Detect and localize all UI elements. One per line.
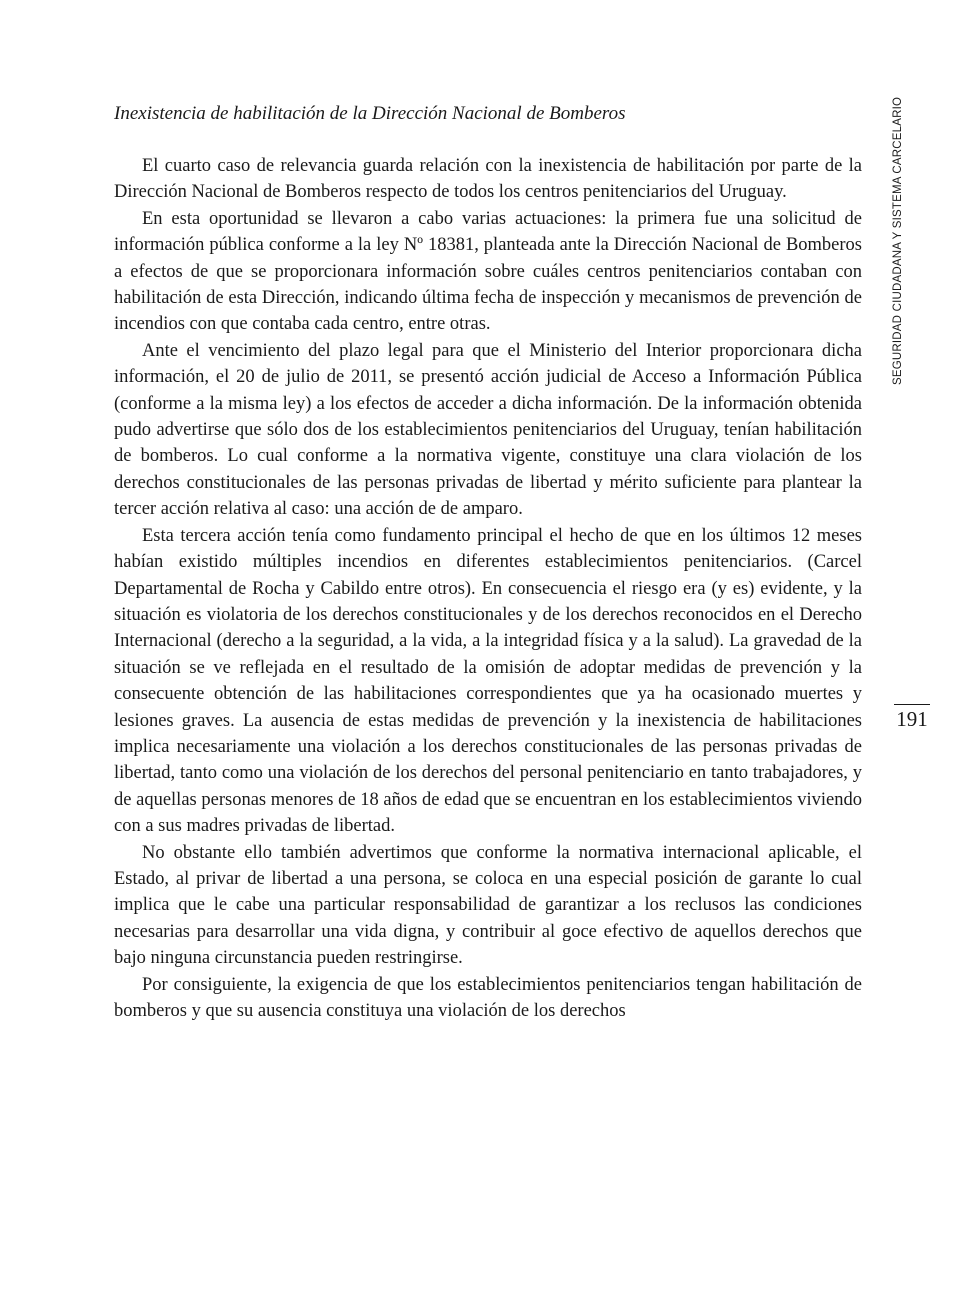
section-heading: Inexistencia de habilitación de la Dirección Nacional de Bomberos	[114, 103, 626, 124]
page-number-rule	[894, 704, 930, 705]
paragraph: Esta tercera acción tenía como fundamento principal el hecho de que en los últimos 12 meses habían existido múltiples incendios en diferentes establecimientos penitenciarios. (Carcel Departamental de Rocha y Cabildo entre otros). En consecuencia el riesgo era (y es) evidente, y la situación es violatoria de los derechos constitucionales y de los derechos reconocidos en el Derecho Internacional (derecho a la seguridad, a la vida, a la integridad física y a la salud). La gravedad de la situación se ve reflejada en el resultado de la omisión de adoptar medidas de prevención y la consecuente obtención de las habilitaciones correspondientes que ya ha ocasionado muertes y lesiones graves. La ausencia de estas medidas de prevención y la inexistencia de habilitaciones implica necesariamente una violación a los derechos constitucionales de las personas privadas de libertad, tanto como una violación de los derechos del personal penitenciario en tanto trabajadores, y de aquellas personas menores de 18 años de edad que se encuentran en los establecimientos viviendo con a sus madres privadas de libertad.	[114, 525, 862, 837]
paragraph: Ante el vencimiento del plazo legal para que el Ministerio del Interior proporcionara dicha información, el 20 de julio de 2011, se presentó acción judicial de Acceso a Información Pública (conforme a la misma ley) a los efectos de acceder a dicha información. De la información obtenida pudo advertirse que sólo dos de los establecimientos penitenciarios del Uruguay, tenían habilitación de bomberos. Lo cual conforme a la normativa vigente, constituye una clara violación de los derechos constitucionales de las personas privadas de libertad y mérito suficiente para plantear la tercer acción relativa al caso: una acción de de amparo.	[114, 340, 862, 520]
paragraph: No obstante ello también advertimos que conforme la normativa internacional aplicable, el Estado, al privar de libertad a una persona, se coloca en una especial posición de garante lo cual implica que le cabe una particular responsabilidad de garantizar a los reclusos las condiciones necesarias para desarrollar una vida digna, y contribuir al goce efectivo de aquellos derechos que bajo ninguna circunstancia pueden restringirse.	[114, 842, 862, 969]
paragraph: Por consiguiente, la exigencia de que los establecimientos penitenciarios tengan habilitación de bomberos y que su ausencia constituya una violación de los derechos	[114, 974, 862, 1021]
paragraph: En esta oportunidad se llevaron a cabo varias actuaciones: la primera fue una solicitud de información pública conforme a la ley Nº 18381, planteada ante la Dirección Nacional de Bomberos a efectos de que se proporcionara información sobre cuáles centros penitenciarios contaban con habilitación de esta Dirección, indicando última fecha de inspección y mecanismos de prevención de incendios con que contaba cada centro, entre otras.	[114, 208, 862, 335]
page-number: 191	[896, 707, 928, 731]
body-text	[114, 153, 862, 1024]
paragraph: El cuarto caso de relevancia guarda relación con la inexistencia de habilitación por parte de la Dirección Nacional de Bomberos respecto de todos los centros penitenciarios del Uruguay.	[114, 156, 862, 203]
running-header-vertical: SEGURIDAD CIUDADANA Y SISTEMA CARCELARIO	[892, 96, 904, 385]
